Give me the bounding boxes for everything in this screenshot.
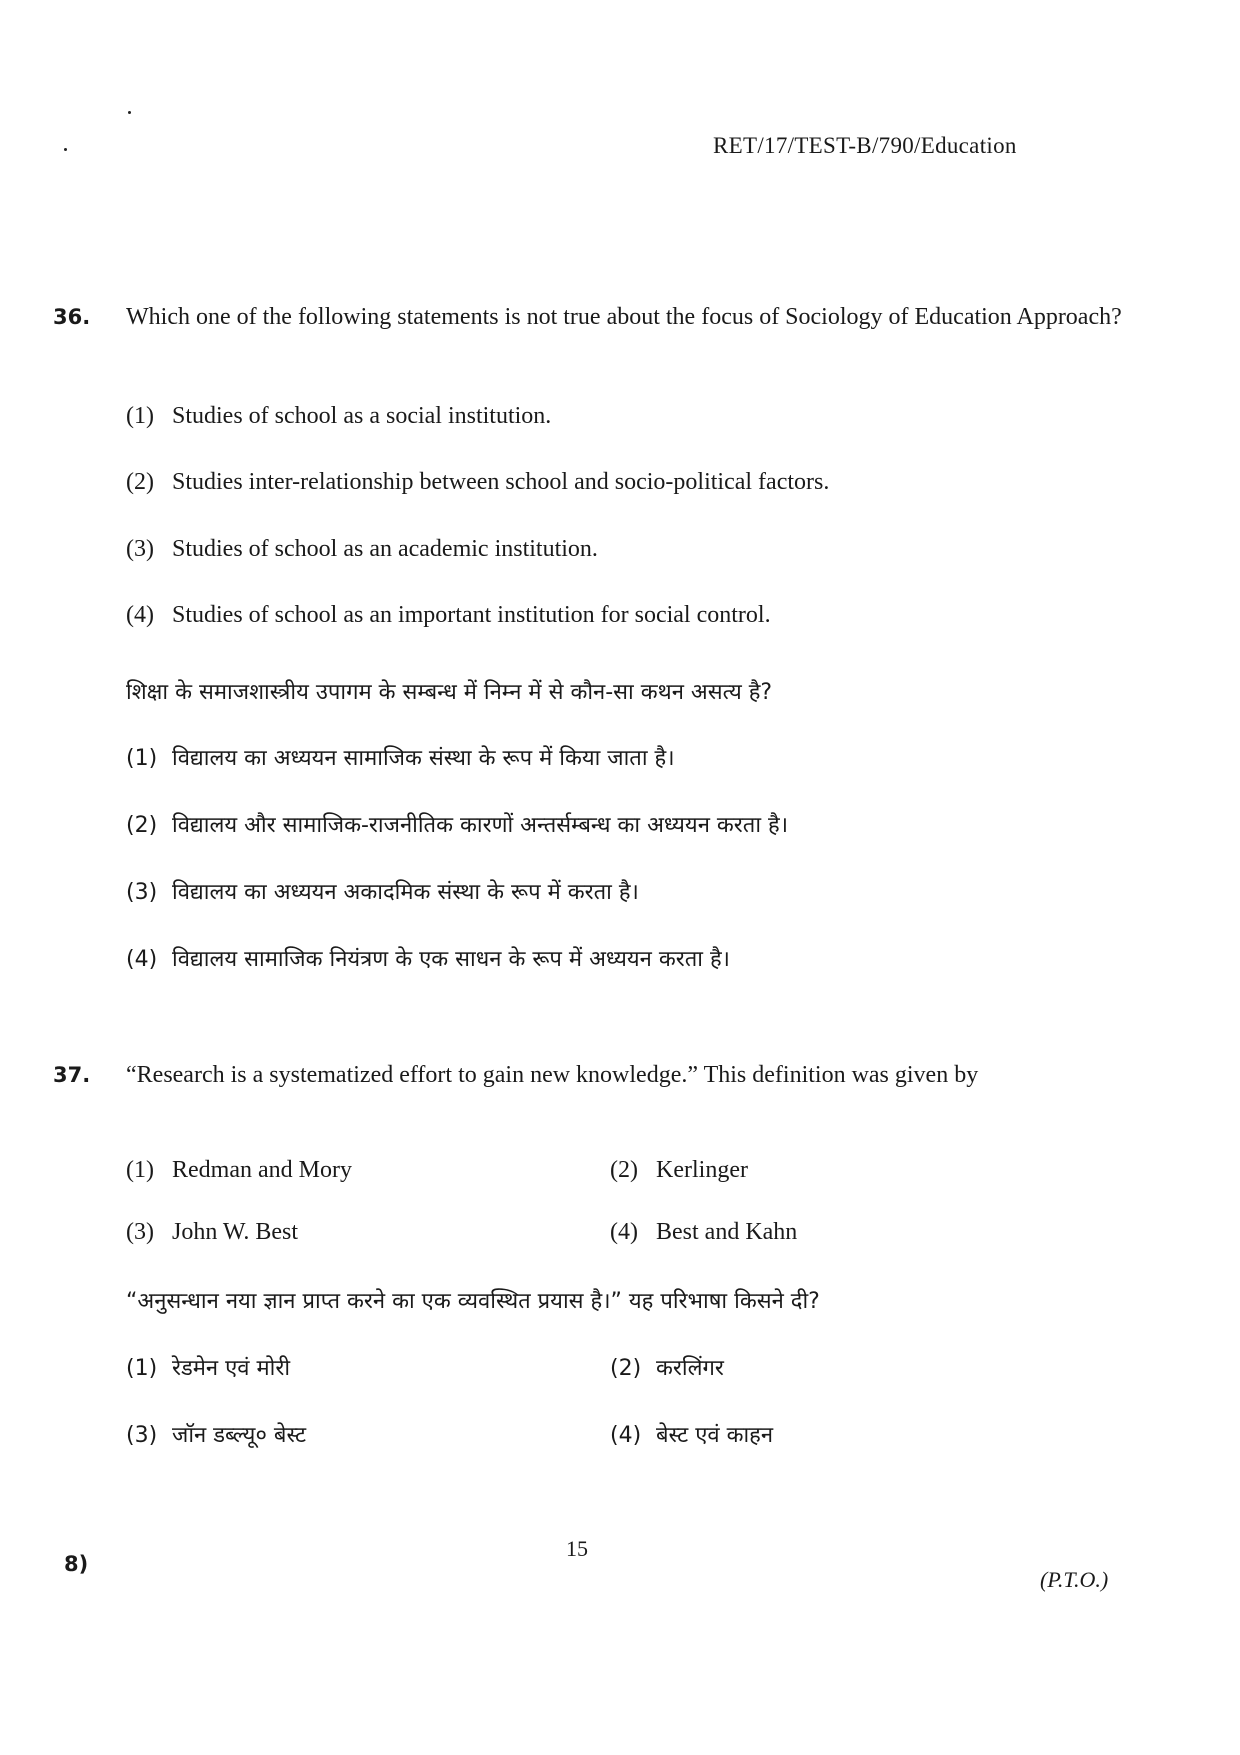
option-text: Best and Kahn — [656, 1219, 798, 1245]
option-number: (4) — [610, 1219, 638, 1245]
option-en — [610, 1219, 797, 1246]
option-text: करलिंगर — [656, 1356, 724, 1381]
option-text: Studies of school as an academic institution. — [172, 536, 598, 562]
option-number: (3) — [126, 880, 158, 905]
option-hi — [610, 1419, 773, 1449]
option-number: (3) — [126, 1219, 154, 1245]
option-text: रेडमेन एवं मोरी — [172, 1356, 291, 1381]
question-number: 37. — [53, 1063, 91, 1087]
option-number: (2) — [126, 813, 158, 838]
option-text: बेस्ट एवं काहन — [656, 1423, 774, 1448]
option-number: (3) — [126, 536, 154, 562]
option-text: विद्यालय सामाजिक नियंत्रण के एक साधन के रूप में अध्ययन करता है। — [172, 947, 731, 972]
option-number: (1) — [126, 1356, 158, 1381]
option-text: विद्यालय का अध्ययन सामाजिक संस्था के रूप में किया जाता है। — [172, 746, 675, 771]
option-hi — [610, 1352, 724, 1382]
option-text: विद्यालय और सामाजिक-राजनीतिक कारणों अन्तर्सम्बन्ध का अध्ययन करता है। — [172, 813, 789, 838]
option-number: (2) — [610, 1157, 638, 1183]
option-number: (1) — [126, 403, 154, 429]
option-number: (1) — [126, 1157, 154, 1183]
option-number: (4) — [126, 602, 154, 628]
stray-mark — [64, 148, 67, 151]
option-hi — [126, 809, 788, 839]
option-text: Kerlinger — [656, 1157, 748, 1183]
option-hi — [126, 943, 730, 973]
option-text: Studies of school as an important institution for social control. — [172, 602, 771, 628]
option-number: (4) — [610, 1423, 642, 1448]
option-en — [126, 602, 771, 629]
option-en — [126, 1219, 298, 1246]
option-en — [610, 1157, 748, 1184]
question-stem-hi: शिक्षा के समाजशास्त्रीय उपागम के सम्बन्ध में निम्न में से कौन-सा कथन असत्य है? — [126, 680, 773, 705]
option-number: (2) — [610, 1356, 642, 1381]
pto-label: (P.T.O.) — [1040, 1567, 1109, 1592]
option-number: (3) — [126, 1423, 158, 1448]
option-text: विद्यालय का अध्ययन अकादमिक संस्था के रूप में करता है। — [172, 880, 639, 905]
footer-code: 8) — [64, 1552, 89, 1576]
page-number: 15 — [566, 1536, 588, 1561]
stray-mark — [128, 111, 131, 114]
option-text: Redman and Mory — [172, 1157, 352, 1183]
paper-code: RET/17/TEST-B/790/Education — [713, 133, 1017, 158]
option-hi — [126, 1352, 290, 1382]
option-number: (2) — [126, 469, 154, 495]
question-stem-en: Which one of the following statements is not true about the focus of Sociology of Education Approach? — [126, 304, 1122, 330]
option-number: (1) — [126, 746, 158, 771]
question-stem-hi: “अनुसन्धान नया ज्ञान प्राप्त करने का एक व्यवस्थित प्रयास है।” यह परिभाषा किसने दी? — [126, 1289, 820, 1314]
option-hi — [126, 876, 639, 906]
option-text: जॉन डब्ल्यू० बेस्ट — [172, 1423, 307, 1448]
option-en — [126, 403, 551, 430]
question-number: 36. — [53, 305, 91, 329]
option-en — [126, 469, 829, 496]
option-text: Studies of school as a social institution. — [172, 403, 552, 429]
option-hi — [126, 1419, 306, 1449]
option-text: Studies inter-relationship between school and socio-political factors. — [172, 469, 830, 495]
question-stem-en: “Research is a systematized effort to gain new knowledge.” This definition was given by — [126, 1062, 979, 1088]
option-number: (4) — [126, 947, 158, 972]
option-text: John W. Best — [172, 1219, 299, 1245]
option-en — [126, 1157, 352, 1184]
option-en — [126, 536, 598, 563]
option-hi — [126, 742, 675, 772]
